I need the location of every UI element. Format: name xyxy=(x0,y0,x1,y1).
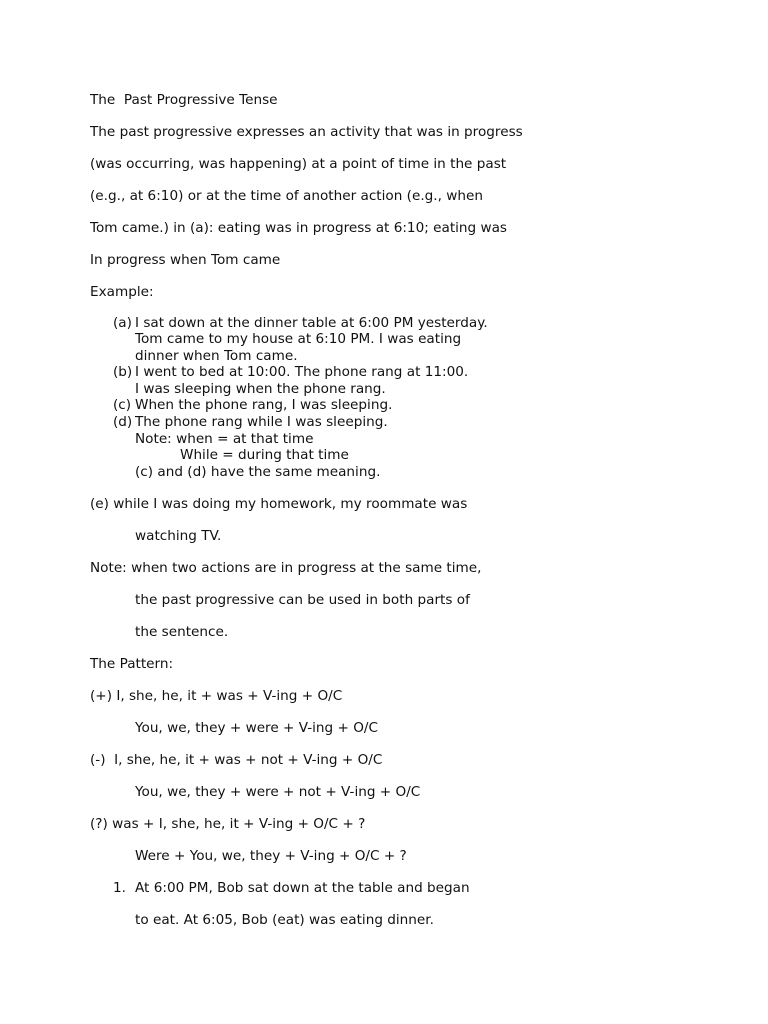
example-b-marker: (b) xyxy=(113,364,133,380)
intro-line: (e.g., at 6:10) or at the time of another action (e.g., when xyxy=(90,188,483,204)
example-a-line: I sat down at the dinner table at 6:00 PM yesterday. xyxy=(135,315,488,331)
pattern-negative: You, we, they + were + not + V-ing + O/C xyxy=(135,784,421,800)
intro-line: In progress when Tom came xyxy=(90,252,281,268)
pattern-negative: (-) I, she, he, it + was + not + V-ing + O/C xyxy=(90,752,383,768)
example-d-line: The phone rang while I was sleeping. xyxy=(135,414,388,430)
pattern-heading: The Pattern: xyxy=(90,656,174,672)
example-note-line: Note: when = at that time xyxy=(135,431,314,447)
pattern-positive: You, we, they + were + V-ing + O/C xyxy=(135,720,378,736)
note-line: Note: when two actions are in progress at the same time, xyxy=(90,560,482,576)
note-line: the sentence. xyxy=(135,624,229,640)
example-note-line: While = during that time xyxy=(180,447,349,463)
pattern-positive: (+) I, she, he, it + was + V-ing + O/C xyxy=(90,688,343,704)
example-heading: Example: xyxy=(90,284,154,300)
example-e-line: watching TV. xyxy=(135,528,222,544)
example-a-line: dinner when Tom came. xyxy=(135,348,298,364)
page-title: The Past Progressive Tense xyxy=(90,92,278,108)
example-c-line: When the phone rang, I was sleeping. xyxy=(135,397,393,413)
note-line: the past progressive can be used in both parts of xyxy=(135,592,470,608)
intro-line: The past progressive expresses an activity that was in progress xyxy=(90,124,523,140)
example-d-marker: (d) xyxy=(113,414,133,430)
example-b-line: I went to bed at 10:00. The phone rang at 11:00. xyxy=(135,364,469,380)
example-b-line: I was sleeping when the phone rang. xyxy=(135,381,386,397)
exercise-line: to eat. At 6:05, Bob (eat) was eating dinner. xyxy=(135,912,434,928)
example-e-line: (e) while I was doing my homework, my roommate was xyxy=(90,496,468,512)
example-note-line: (c) and (d) have the same meaning. xyxy=(135,464,381,480)
intro-line: Tom came.) in (a): eating was in progress at 6:10; eating was xyxy=(90,220,508,236)
pattern-question: (?) was + I, she, he, it + V-ing + O/C + ? xyxy=(90,816,366,832)
example-a-marker: (a) xyxy=(113,315,132,331)
exercise-number: 1. xyxy=(113,880,126,896)
intro-line: (was occurring, was happening) at a point of time in the past xyxy=(90,156,507,172)
pattern-question: Were + You, we, they + V-ing + O/C + ? xyxy=(135,848,407,864)
exercise-line: At 6:00 PM, Bob sat down at the table and began xyxy=(135,880,470,896)
example-a-line: Tom came to my house at 6:10 PM. I was eating xyxy=(135,331,462,347)
example-c-marker: (c) xyxy=(113,397,132,413)
